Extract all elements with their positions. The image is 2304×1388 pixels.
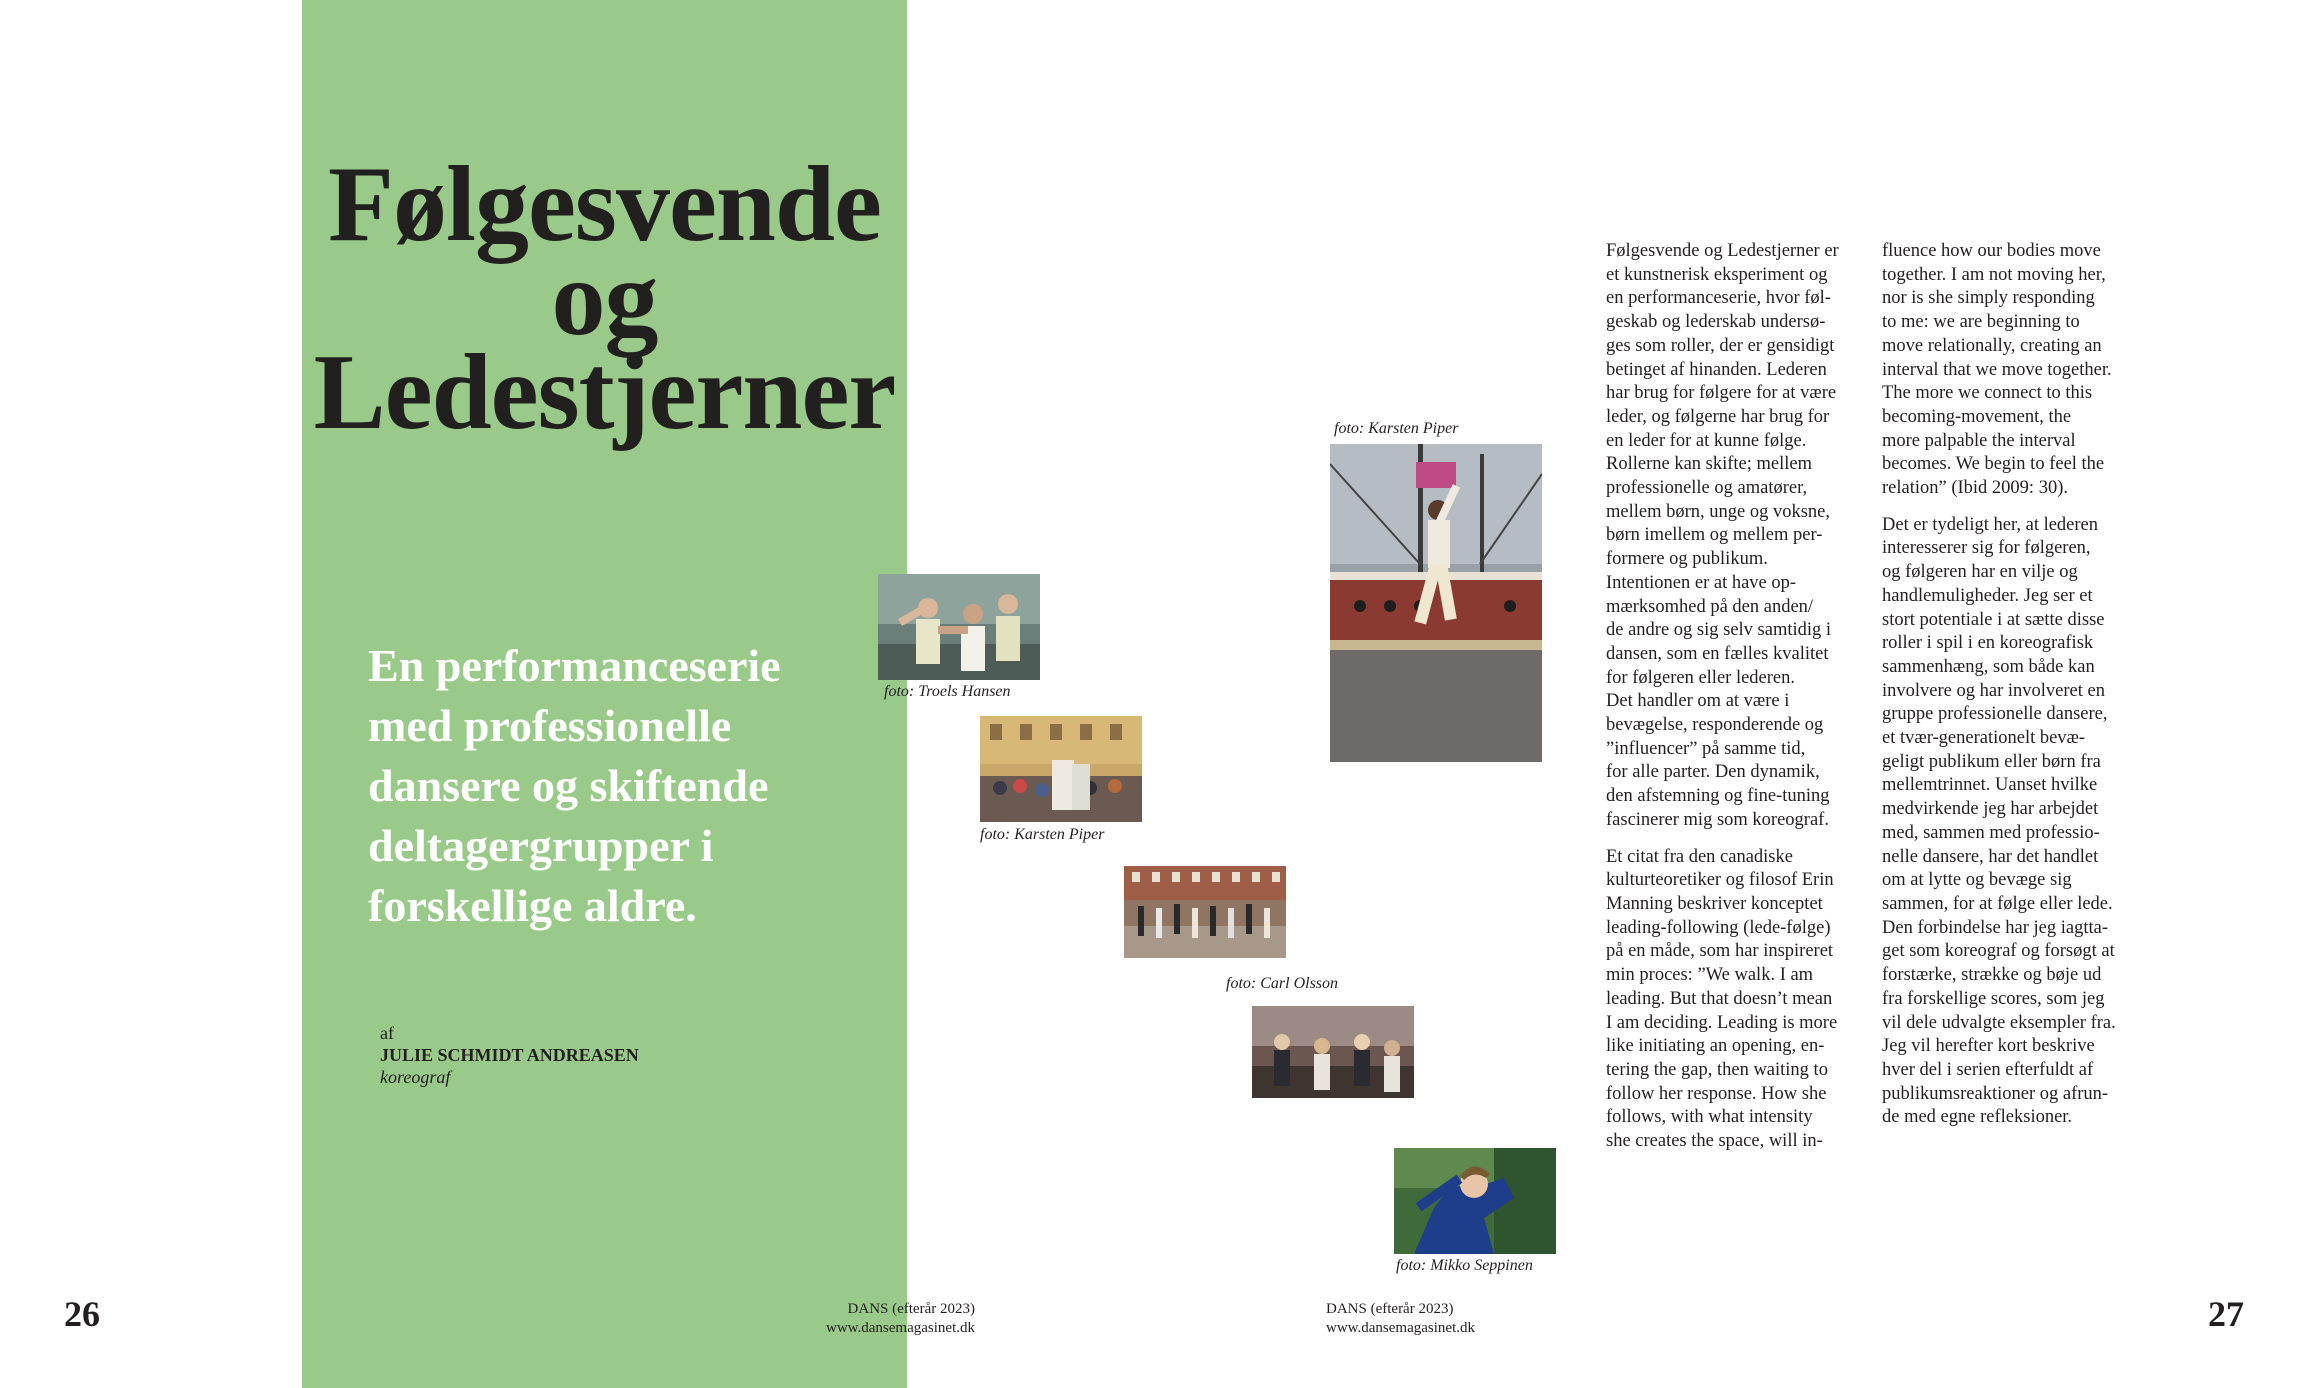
- author-name: JULIE SCHMIDT ANDREASEN: [380, 1045, 639, 1065]
- text-line: fra forskellige scores, som jeg: [1882, 988, 2105, 1009]
- footer-magazine: DANS (efterår 2023): [1326, 1301, 1454, 1317]
- text-line: relation” (Ibid 2009: 30).: [1882, 478, 2068, 499]
- subtitle-line: med professionelle: [368, 700, 732, 751]
- photo-leaping-dancer: [1330, 444, 1542, 762]
- text-line: interesserer sig for følgeren,: [1882, 538, 2091, 559]
- text-line: et tvær-generationelt bevæ-: [1882, 728, 2086, 749]
- text-line: den afstemning og fine-tuning: [1606, 786, 1830, 807]
- page-number-right: 27: [2208, 1294, 2244, 1334]
- text-line: et kunstnerisk eksperiment og: [1606, 264, 1828, 285]
- page-number-left: 26: [64, 1294, 100, 1334]
- text-line: Det handler om at være i: [1606, 691, 1790, 712]
- text-line: betinget af hinanden. Lederen: [1606, 359, 1827, 380]
- title-line: Følgesvende: [328, 145, 881, 264]
- subtitle-line: dansere og skiftende: [368, 760, 769, 811]
- text-line: Følgesvende og Ledestjerner er: [1606, 241, 1839, 261]
- text-line: har brug for følgere for at være: [1606, 383, 1837, 404]
- text-line: The more we connect to this: [1882, 383, 2093, 404]
- text-line: more palpable the interval: [1882, 430, 2076, 451]
- text-line: dansen, som en fælles kvalitet: [1606, 643, 1829, 664]
- byline: [380, 1022, 639, 1088]
- photo-street-performance: [980, 716, 1142, 822]
- text-line: leder, og følgerne har brug for: [1606, 406, 1830, 427]
- footer-url: www.dansemagasinet.dk: [1326, 1320, 1475, 1336]
- text-line: interval that we move together.: [1882, 359, 2112, 380]
- text-line: for alle parter. Den dynamik,: [1606, 762, 1820, 783]
- text-line: børn imellem og mellem per-: [1606, 525, 1823, 546]
- text-line: she creates the space, will in-: [1606, 1131, 1823, 1152]
- article-title: [292, 145, 917, 452]
- text-line: Jeg vil herefter kort beskrive: [1882, 1036, 2095, 1057]
- text-line: hver del i serien efterfuldt af: [1882, 1059, 2094, 1080]
- photo-caption: foto: Mikko Seppinen: [1396, 1257, 1533, 1274]
- text-line: follows, with what intensity: [1606, 1107, 1813, 1128]
- title-line: og: [551, 239, 658, 358]
- subtitle-line: forskellige aldre.: [368, 880, 697, 931]
- text-line: sammenhæng, som både kan: [1882, 656, 2095, 677]
- text-line: mærksomhed på den anden/: [1606, 596, 1814, 617]
- text-line: Det er tydeligt her, at lederen: [1882, 514, 2099, 535]
- text-line: get som koreograf og forsøgt at: [1882, 941, 2115, 962]
- photo-caption: foto: Karsten Piper: [980, 826, 1105, 843]
- text-line: geskab og lederskab undersø-: [1606, 312, 1826, 333]
- text-line: handlemuligheder. Jeg ser et: [1882, 585, 2093, 606]
- text-line: professionelle og amatører,: [1606, 478, 1808, 499]
- footer-url: www.dansemagasinet.dk: [826, 1320, 975, 1336]
- text-line: leading. But that doesn’t mean: [1606, 988, 1833, 1009]
- text-line: nelle dansere, har det handlet: [1882, 846, 2099, 867]
- text-line: bevægelse, responderende og: [1606, 715, 1824, 736]
- text-line: forstærke, strække og bøje ud: [1882, 965, 2102, 986]
- footer-right: [1326, 1300, 1475, 1338]
- text-line: mellemtrinnet. Uanset hvilke: [1882, 775, 2098, 796]
- text-line: involvere og har involveret en: [1882, 680, 2105, 701]
- text-line: Intentionen er at have op-: [1606, 572, 1797, 593]
- text-line: på en måde, som har inspireret: [1606, 941, 1834, 962]
- text-column-1: [1606, 240, 1839, 1154]
- text-line: becomes. We begin to feel the: [1882, 454, 2105, 475]
- text-line: stort potentiale i at sætte disse: [1882, 609, 2105, 630]
- text-line: together. I am not moving her,: [1882, 264, 2106, 285]
- text-line: I am deciding. Leading is more: [1606, 1012, 1838, 1033]
- text-line: og følgeren har en vilje og: [1882, 562, 2078, 583]
- text-line: tering the gap, then waiting to: [1606, 1059, 1828, 1080]
- subtitle-line: deltagergrupper i: [368, 820, 714, 871]
- photo-group-square: [1124, 866, 1286, 958]
- text-line: publikumsreaktioner og afrun-: [1882, 1083, 2109, 1104]
- text-line: becoming-movement, the: [1882, 406, 2072, 427]
- author-role: koreograf: [380, 1067, 451, 1087]
- paragraph: [1882, 514, 2116, 1130]
- text-line: medvirkende jeg har arbejdet: [1882, 799, 2099, 820]
- text-column-2: [1882, 240, 2116, 1130]
- photo-dancers-trio: [878, 574, 1040, 680]
- subtitle-line: En performanceserie: [368, 640, 781, 691]
- text-line: fluence how our bodies move: [1882, 241, 2101, 261]
- text-line: om at lytte og bevæge sig: [1882, 870, 2072, 891]
- text-line: leading-following (lede-følge): [1606, 917, 1831, 938]
- article-subtitle: [368, 636, 888, 936]
- text-line: for følgeren eller lederen.: [1606, 667, 1796, 688]
- text-line: de andre og sig selv samtidig i: [1606, 620, 1832, 641]
- text-line: de med egne refleksioner.: [1882, 1107, 2073, 1128]
- text-line: kulturteoretiker og filosof Erin: [1606, 870, 1834, 891]
- paragraph: [1606, 240, 1839, 833]
- text-line: en leder for at kunne følge.: [1606, 430, 1807, 451]
- text-line: en performanceserie, hvor føl-: [1606, 288, 1831, 309]
- photo-caption: foto: Karsten Piper: [1334, 420, 1459, 437]
- text-line: min proces: ”We walk. I am: [1606, 965, 1814, 986]
- paragraph: [1882, 240, 2116, 501]
- text-line: Rollerne kan skifte; mellem: [1606, 454, 1813, 475]
- text-line: roller i spil i en koreografisk: [1882, 633, 2094, 654]
- photo-portrait-blue: [1394, 1148, 1556, 1254]
- text-line: gruppe professionelle dansere,: [1882, 704, 2108, 725]
- text-line: sammen, for at følge eller lede.: [1882, 893, 2113, 914]
- text-line: mellem børn, unge og voksne,: [1606, 501, 1831, 522]
- text-line: Den forbindelse har jeg iagtta-: [1882, 917, 2109, 938]
- photo-caption: foto: Carl Olsson: [1226, 975, 1339, 992]
- text-line: nor is she simply responding: [1882, 288, 2095, 309]
- photo-caption: foto: Troels Hansen: [884, 683, 1011, 700]
- text-line: vil dele udvalgte eksempler fra.: [1882, 1012, 2116, 1033]
- text-line: Et citat fra den canadiske: [1606, 846, 1793, 867]
- photo-dancers-hall: [1252, 1006, 1414, 1098]
- text-line: ges som roller, der er gensidigt: [1606, 335, 1835, 356]
- text-line: Manning beskriver konceptet: [1606, 893, 1823, 914]
- text-line: like initiating an opening, en-: [1606, 1036, 1825, 1057]
- text-line: fascinerer mig som koreograf.: [1606, 809, 1829, 830]
- paragraph: [1606, 846, 1839, 1154]
- text-line: formere og publikum.: [1606, 549, 1768, 570]
- text-line: med, sammen med professio-: [1882, 822, 2100, 843]
- text-line: move relationally, creating an: [1882, 335, 2102, 356]
- text-line: geligt publikum eller børn fra: [1882, 751, 2101, 772]
- footer-magazine: DANS (efterår 2023): [847, 1301, 975, 1317]
- byline-prefix: af: [380, 1023, 394, 1043]
- text-line: ”influencer” på samme tid,: [1606, 738, 1806, 759]
- title-line: Ledestjerner: [313, 333, 896, 452]
- text-line: follow her response. How she: [1606, 1083, 1827, 1104]
- footer-left: [826, 1300, 975, 1338]
- text-line: to me: we are beginning to: [1882, 312, 2080, 333]
